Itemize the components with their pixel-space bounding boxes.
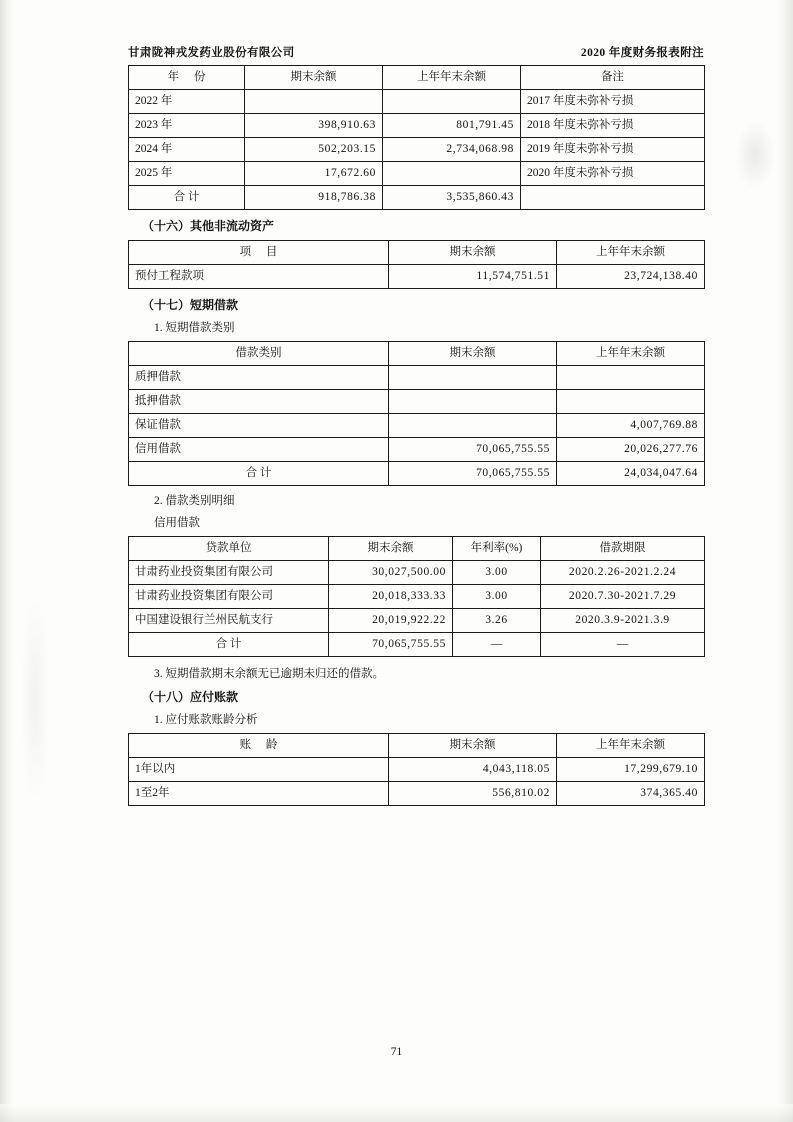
table-total-row (129, 633, 705, 657)
cell-current: 4,043,118.05 (389, 758, 557, 782)
column-header-prior: 上年年末余额 (557, 241, 705, 265)
subsection-title-17-2: 2. 借款类别明细 (154, 495, 235, 507)
table-total-row (129, 462, 705, 486)
deficit-table-wrap (128, 65, 704, 210)
deficit-table (128, 65, 705, 210)
cell-prior: 23,724,138.40 (557, 265, 705, 289)
column-header-current: 期末余额 (389, 342, 557, 366)
table-header-row (129, 342, 705, 366)
table-row (129, 90, 705, 114)
cell-prior: 801,791.45 (383, 114, 521, 138)
section-title-16: （十六）其他非流动资产 (142, 219, 275, 233)
table-row (129, 265, 705, 289)
cell-aging: 1至2年 (129, 782, 389, 806)
column-header-current: 期末余额 (245, 66, 383, 90)
scan-noise (735, 120, 775, 190)
cell-total-label: 合 计 (129, 633, 329, 657)
other-noncurrent-assets-table-wrap (128, 240, 704, 289)
cell-prior: 2,734,068.98 (383, 138, 521, 162)
cell-current: 70,065,755.55 (389, 438, 557, 462)
document-content (128, 44, 704, 806)
scan-edge-right (777, 0, 793, 1122)
cell-prior (557, 366, 705, 390)
table-row (129, 162, 705, 186)
payables-aging-table-wrap (128, 733, 704, 806)
table-header-row (129, 66, 705, 90)
cell-total-term: — (541, 633, 705, 657)
cell-rate: 3.00 (453, 561, 541, 585)
document-title: 2020 年度财务报表附注 (580, 47, 704, 59)
table-row (129, 782, 705, 806)
cell-current (245, 90, 383, 114)
column-header-loan-type: 借款类别 (129, 342, 389, 366)
cell-total-amount: 70,065,755.55 (329, 633, 453, 657)
cell-loan-type: 保证借款 (129, 414, 389, 438)
table-row (129, 609, 705, 633)
cell-loan-type: 信用借款 (129, 438, 389, 462)
table-row (129, 758, 705, 782)
column-header-prior: 上年年末余额 (383, 66, 521, 90)
cell-loan-type: 质押借款 (129, 366, 389, 390)
table-row (129, 366, 705, 390)
cell-year: 2024 年 (129, 138, 245, 162)
cell-prior (383, 90, 521, 114)
subsection-title-18-1: 1. 应付账款账龄分析 (154, 714, 258, 726)
column-header-prior: 上年年末余额 (557, 734, 705, 758)
table-total-row (129, 186, 705, 210)
cell-total-label: 合 计 (129, 462, 389, 486)
short-term-loan-type-table (128, 341, 705, 486)
cell-total-prior: 24,034,047.64 (557, 462, 705, 486)
payables-aging-table (128, 733, 705, 806)
cell-note: 2020 年度未弥补亏损 (521, 162, 705, 186)
scan-noise (20, 600, 50, 800)
table-row (129, 114, 705, 138)
cell-note: 2019 年度未弥补亏损 (521, 138, 705, 162)
table-header-row (129, 241, 705, 265)
column-header-current: 期末余额 (389, 734, 557, 758)
table-row (129, 585, 705, 609)
cell-amount: 30,027,500.00 (329, 561, 453, 585)
cell-term: 2020.3.9-2021.3.9 (541, 609, 705, 633)
table-row (129, 138, 705, 162)
cell-current: 556,810.02 (389, 782, 557, 806)
loan-detail-table (128, 536, 705, 657)
cell-term: 2020.7.30-2021.7.29 (541, 585, 705, 609)
company-name: 甘肃陇神戎发药业股份有限公司 (128, 47, 295, 59)
loan-detail-table-wrap (128, 536, 704, 657)
section-title-18: （十八）应付账款 (142, 690, 239, 704)
cell-lender: 甘肃药业投资集团有限公司 (129, 561, 329, 585)
cell-prior (383, 162, 521, 186)
table-row (129, 390, 705, 414)
cell-note: 2018 年度未弥补亏损 (521, 114, 705, 138)
cell-current: 502,203.15 (245, 138, 383, 162)
cell-total-label: 合 计 (129, 186, 245, 210)
cell-total-current: 70,065,755.55 (389, 462, 557, 486)
column-header-current: 期末余额 (389, 241, 557, 265)
subsection-caption-credit-loan: 信用借款 (154, 517, 200, 529)
cell-year: 2022 年 (129, 90, 245, 114)
cell-prior (557, 390, 705, 414)
scan-edge-left (0, 0, 14, 1122)
cell-total-prior: 3,535,860.43 (383, 186, 521, 210)
table-header-row (129, 734, 705, 758)
cell-aging: 1年以内 (129, 758, 389, 782)
table-row (129, 561, 705, 585)
cell-prior: 374,365.40 (557, 782, 705, 806)
table-row (129, 438, 705, 462)
column-header-prior: 上年年末余额 (557, 342, 705, 366)
cell-current (389, 390, 557, 414)
column-header-term: 借款期限 (541, 537, 705, 561)
column-header-amount: 期末余额 (329, 537, 453, 561)
short-term-loan-type-table-wrap (128, 341, 704, 486)
cell-note: 2017 年度未弥补亏损 (521, 90, 705, 114)
page-number: 71 (390, 1046, 403, 1058)
cell-year: 2023 年 (129, 114, 245, 138)
cell-current (389, 414, 557, 438)
column-header-item: 项 目 (129, 241, 389, 265)
scan-edge-bottom (0, 1104, 793, 1122)
cell-lender: 中国建设银行兰州民航支行 (129, 609, 329, 633)
cell-rate: 3.00 (453, 585, 541, 609)
cell-year: 2025 年 (129, 162, 245, 186)
column-header-aging: 账 龄 (129, 734, 389, 758)
column-header-note: 备注 (521, 66, 705, 90)
cell-current (389, 366, 557, 390)
other-noncurrent-assets-table (128, 240, 705, 289)
cell-prior: 20,026,277.76 (557, 438, 705, 462)
cell-loan-type: 抵押借款 (129, 390, 389, 414)
column-header-year: 年 份 (129, 66, 245, 90)
cell-total-rate: — (453, 633, 541, 657)
column-header-lender: 贷款单位 (129, 537, 329, 561)
table-row (129, 414, 705, 438)
cell-prior: 4,007,769.88 (557, 414, 705, 438)
cell-prior: 17,299,679.10 (557, 758, 705, 782)
cell-term: 2020.2.26-2021.2.24 (541, 561, 705, 585)
cell-lender: 甘肃药业投资集团有限公司 (129, 585, 329, 609)
cell-item: 预付工程款项 (129, 265, 389, 289)
column-header-rate: 年利率(%) (453, 537, 541, 561)
subsection-note-17-3: 3. 短期借款期末余额无已逾期未归还的借款。 (154, 668, 384, 680)
cell-current: 11,574,751.51 (389, 265, 557, 289)
cell-total-note (521, 186, 705, 210)
cell-rate: 3.26 (453, 609, 541, 633)
cell-total-current: 918,786.38 (245, 186, 383, 210)
subsection-title-17-1: 1. 短期借款类别 (154, 322, 235, 334)
cell-amount: 20,019,922.22 (329, 609, 453, 633)
table-header-row (129, 537, 705, 561)
page-header (128, 44, 704, 63)
section-title-17: （十七）短期借款 (142, 298, 239, 312)
cell-current: 398,910.63 (245, 114, 383, 138)
cell-current: 17,672.60 (245, 162, 383, 186)
cell-amount: 20,018,333.33 (329, 585, 453, 609)
